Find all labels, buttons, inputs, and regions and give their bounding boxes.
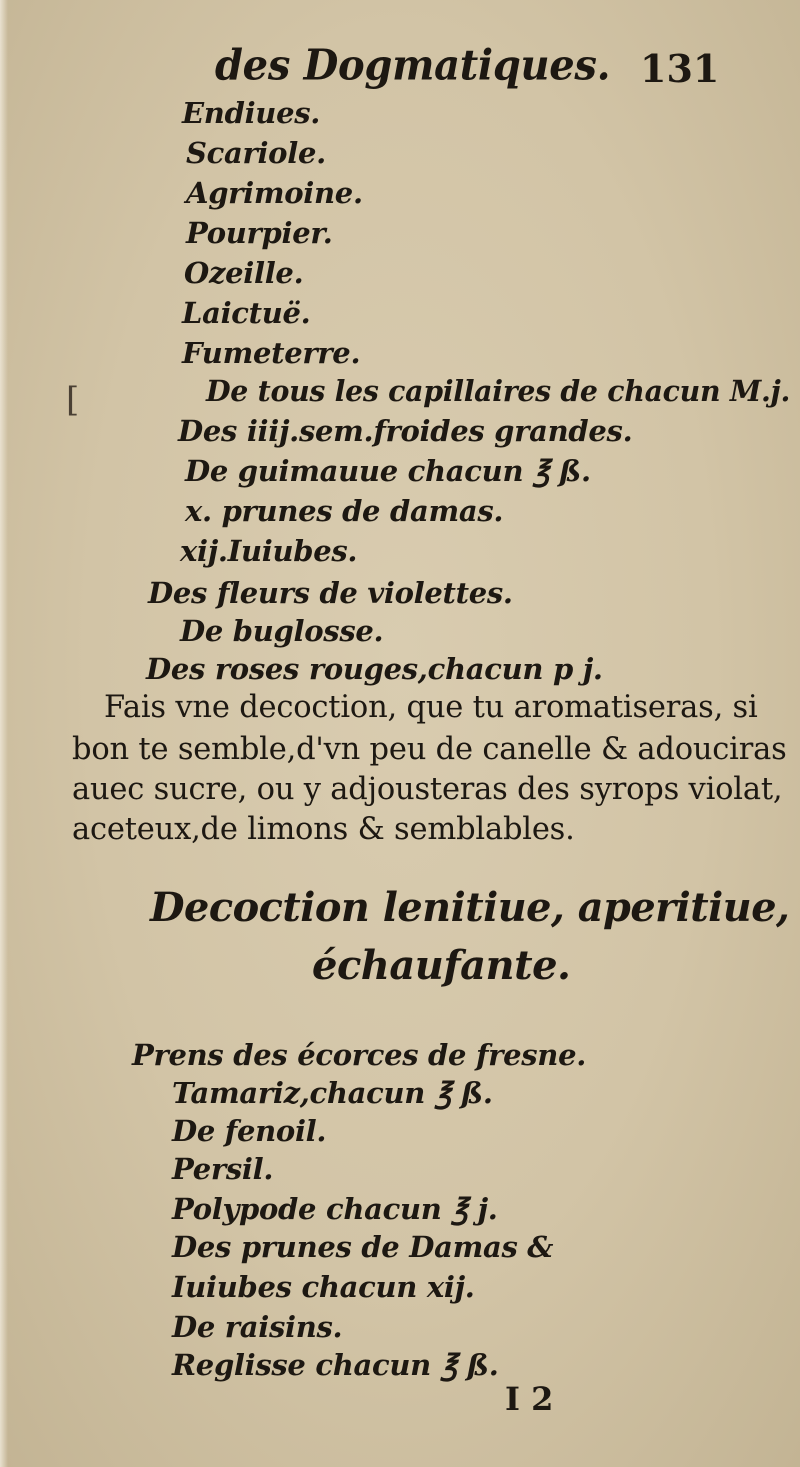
list-item: Ozeille. [184, 256, 304, 290]
list-item: De tous les capillaires de chacun M.j. [206, 374, 791, 408]
list-item: Fumeterre. [182, 336, 361, 370]
list-item: De raisins. [172, 1310, 343, 1344]
paragraph-line: auec sucre, ou y adjousteras des syrops violat, [72, 772, 783, 807]
list-item: Agrimoine. [186, 176, 363, 210]
list-item: Scariole. [186, 136, 326, 170]
section-heading-line1: Decoction lenitiue, aperitiue, [150, 884, 790, 931]
list-item: Tamariz,chacun ℥ ß. [172, 1076, 493, 1110]
list-item: Des roses rouges,chacun p j. [146, 652, 603, 686]
paragraph-line: Fais vne decoction, que tu aromatiseras, si [104, 690, 758, 725]
page-number: 131 [640, 46, 720, 91]
list-item: Persil. [172, 1152, 274, 1186]
list-item: Des prunes de Damas & [172, 1230, 554, 1264]
running-title: des Dogmatiques. [215, 40, 611, 91]
paragraph-line: aceteux,de limons & semblables. [72, 812, 575, 847]
list-item: xij.Iuiubes. [180, 534, 358, 568]
margin-bracket: [ [66, 380, 80, 420]
list-item: De guimauue chacun ℥ ß. [185, 454, 591, 488]
list-item: x. prunes de damas. [185, 494, 504, 528]
list-item: Des iiij.sem.froides grandes. [178, 414, 633, 448]
paragraph-line: bon te semble,d'vn peu de canelle & adouciras [72, 732, 787, 767]
list-item: De buglosse. [180, 614, 384, 648]
list-item: Prens des écorces de fresne. [132, 1038, 587, 1072]
section-heading-line2: échaufante. [312, 942, 571, 989]
list-item: Pourpier. [186, 216, 333, 250]
signature-mark: I 2 [505, 1380, 554, 1418]
list-item: Iuiubes chacun xij. [172, 1270, 475, 1304]
list-item: Polypode chacun ℥ j. [172, 1192, 498, 1226]
list-item: Reglisse chacun ℥ ß. [172, 1348, 499, 1382]
list-item: Laictuë. [182, 296, 311, 330]
list-item: Endiues. [182, 96, 321, 130]
list-item: De fenoil. [172, 1114, 327, 1148]
list-item: Des fleurs de violettes. [148, 576, 513, 610]
